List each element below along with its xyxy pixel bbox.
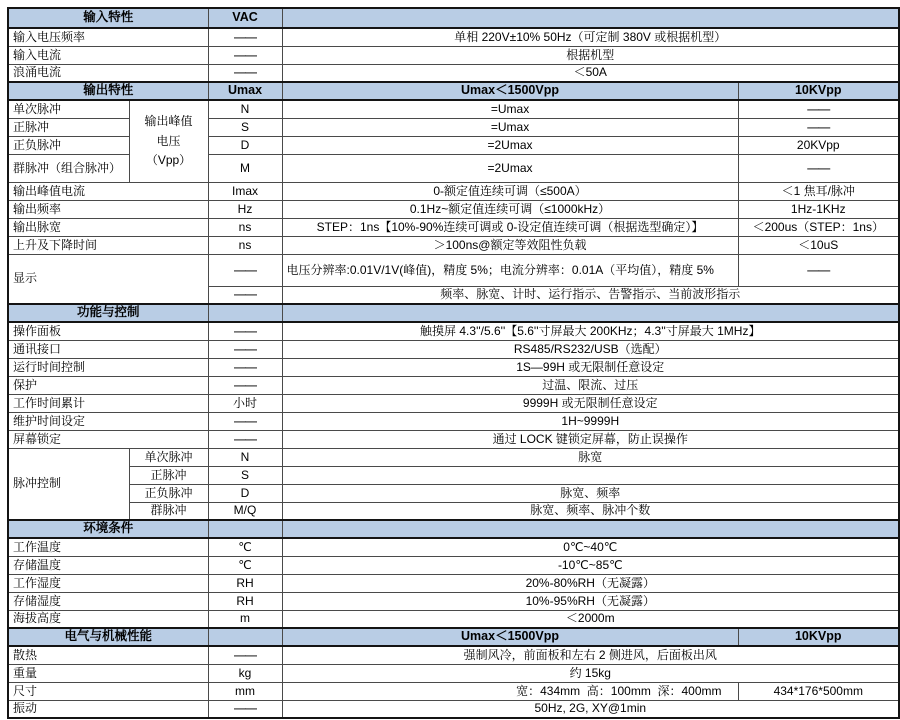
spec-label: 上升及下降时间	[8, 236, 208, 254]
spec-unit: m	[208, 610, 282, 628]
spec-label: 重量	[8, 664, 208, 682]
spec-unit: ns	[208, 218, 282, 236]
table-row	[8, 412, 899, 430]
spec-value: ＜50A	[282, 64, 899, 82]
table-row	[8, 340, 899, 358]
spec-value: 约 15kg	[282, 664, 899, 682]
spec-label: 输出脉宽	[8, 218, 208, 236]
spec-label: 单次脉冲	[8, 100, 129, 118]
table-row	[8, 592, 899, 610]
spec-value: -10℃~85℃	[282, 556, 899, 574]
spec-label: 工作温度	[8, 538, 208, 556]
table-row	[8, 682, 899, 700]
section-header-spacer	[282, 8, 899, 28]
spec-value: 触摸屏 4.3''/5.6''【5.6''寸屏最大 200KHz；4.3''寸屏最大 1MHz】	[282, 322, 899, 340]
peak-voltage-line: 电压	[156, 133, 181, 148]
spec-unit: S	[208, 466, 282, 484]
spec-value-10kv: ——	[738, 100, 899, 118]
table-row	[8, 466, 899, 484]
spec-value: 电压分辨率:0.01V/1V(峰值)，精度 5%；电流分辨率：0.01A（平均值），精度 5%	[282, 254, 738, 286]
spec-unit: kg	[208, 664, 282, 682]
spec-label: 输入电流	[8, 46, 208, 64]
spec-value: 通过 LOCK 键锁定屏幕，防止误操作	[282, 430, 899, 448]
spec-label-pulse-control: 脉冲控制	[8, 448, 129, 520]
spec-value: 强制风冷，前面板和左右 2 侧进风，后面板出风	[282, 646, 899, 664]
spec-sublabel: 群脉冲	[129, 502, 208, 520]
peak-voltage-line: 输出峰值	[144, 114, 193, 129]
table-row	[8, 182, 899, 200]
spec-unit: ——	[208, 430, 282, 448]
spec-label: 维护时间设定	[8, 412, 208, 430]
spec-label: 通讯接口	[8, 340, 208, 358]
unit-column-header: VAC	[208, 8, 282, 28]
spec-unit: M	[208, 154, 282, 182]
spec-label-display: 显示	[8, 254, 208, 304]
spec-label: 输出频率	[8, 200, 208, 218]
table-row	[8, 236, 899, 254]
spec-unit: RH	[208, 574, 282, 592]
column-header-10kvpp: 10KVpp	[738, 628, 899, 646]
spec-value: 脉宽、频率	[282, 484, 899, 502]
spec-value-10kv: ——	[738, 254, 899, 286]
spec-value-10kv: ＜10uS	[738, 236, 899, 254]
peak-voltage-line: （Vpp）	[145, 152, 192, 167]
table-row	[8, 448, 899, 466]
table-row	[8, 538, 899, 556]
section-header-row-environment	[8, 520, 899, 538]
section-header-spacer	[208, 304, 282, 322]
section-header-row-mechanical	[8, 628, 899, 646]
spec-unit: ——	[208, 340, 282, 358]
spec-value: 1S—99H 或无限制任意设定	[282, 358, 899, 376]
spec-unit: ℃	[208, 556, 282, 574]
spec-value: 0-额定值连续可调（≤500A）	[282, 182, 738, 200]
table-row	[8, 394, 899, 412]
section-title-control: 功能与控制	[8, 304, 208, 322]
spec-value-10kv: 434*176*500mm	[738, 682, 899, 700]
column-header-1500vpp: Umax＜1500Vpp	[282, 628, 738, 646]
spec-value: 1H~9999H	[282, 412, 899, 430]
table-row	[8, 200, 899, 218]
spec-value: =Umax	[282, 100, 738, 118]
table-row	[8, 556, 899, 574]
spec-sublabel: 正脉冲	[129, 466, 208, 484]
spec-value-10kv: ＜1 焦耳/脉冲	[738, 182, 899, 200]
spec-label: 存储湿度	[8, 592, 208, 610]
spec-value: 宽：434mm 高：100mm 深：400mm	[282, 682, 738, 700]
spec-unit: N	[208, 100, 282, 118]
spec-value-10kv: ＜200us（STEP：1ns）	[738, 218, 899, 236]
table-row	[8, 502, 899, 520]
spec-label: 尺寸	[8, 682, 208, 700]
section-title-input: 输入特性	[8, 8, 208, 28]
spec-unit: N	[208, 448, 282, 466]
spec-value: =Umax	[282, 118, 738, 136]
spec-unit: M/Q	[208, 502, 282, 520]
spec-unit: ——	[208, 646, 282, 664]
spec-label: 群脉冲（组合脉冲）	[8, 154, 129, 182]
table-row	[8, 28, 899, 46]
spec-label: 散热	[8, 646, 208, 664]
section-header-spacer	[282, 520, 899, 538]
table-row	[8, 64, 899, 82]
section-header-spacer	[208, 520, 282, 538]
spec-value: 频率、脉宽、计时、运行指示、告警指示、当前波形指示	[282, 286, 899, 304]
section-title-output: 输出特性	[8, 82, 208, 100]
spec-unit: D	[208, 136, 282, 154]
column-header-1500vpp: Umax＜1500Vpp	[282, 82, 738, 100]
spec-value: 9999H 或无限制任意设定	[282, 394, 899, 412]
spec-value: 脉宽、频率、脉冲个数	[282, 502, 899, 520]
table-row	[8, 376, 899, 394]
spec-unit: 小时	[208, 394, 282, 412]
spec-unit: ——	[208, 286, 282, 304]
spec-label: 海拔高度	[8, 610, 208, 628]
spec-unit: ——	[208, 322, 282, 340]
spec-value: 10%-95%RH（无凝露）	[282, 592, 899, 610]
unit-column-header: Umax	[208, 82, 282, 100]
section-header-spacer	[208, 628, 282, 646]
spec-label: 保护	[8, 376, 208, 394]
spec-unit: ——	[208, 358, 282, 376]
table-row	[8, 430, 899, 448]
table-row	[8, 254, 899, 286]
spec-unit: ℃	[208, 538, 282, 556]
column-header-10kvpp: 10KVpp	[738, 82, 899, 100]
spec-unit: ——	[208, 254, 282, 286]
spec-value: 过温、限流、过压	[282, 376, 899, 394]
spec-value: 0.1Hz~额定值连续可调（≤1000kHz）	[282, 200, 738, 218]
section-title-environment: 环境条件	[8, 520, 208, 538]
spec-unit: ——	[208, 700, 282, 718]
spec-value: 20%-80%RH（无凝露）	[282, 574, 899, 592]
spec-value-10kv: 1Hz-1KHz	[738, 200, 899, 218]
table-row	[8, 574, 899, 592]
spec-value: 根据机型	[282, 46, 899, 64]
table-row	[8, 484, 899, 502]
spec-label: 浪涌电流	[8, 64, 208, 82]
spec-label: 正脉冲	[8, 118, 129, 136]
spec-label: 工作时间累计	[8, 394, 208, 412]
spec-unit: ——	[208, 28, 282, 46]
spec-value: STEP：1ns【10%-90%连续可调或 0-设定值连续可调（根据选型确定）】	[282, 218, 738, 236]
spec-unit: RH	[208, 592, 282, 610]
spec-value: =2Umax	[282, 136, 738, 154]
spec-value: ＞100ns@额定等效阻性负载	[282, 236, 738, 254]
spec-sublabel: 正负脉冲	[129, 484, 208, 502]
table-row	[8, 322, 899, 340]
section-header-row-control	[8, 304, 899, 322]
table-row	[8, 664, 899, 682]
spec-value	[282, 466, 899, 484]
spec-unit: Imax	[208, 182, 282, 200]
table-row	[8, 610, 899, 628]
spec-value: ＜2000m	[282, 610, 899, 628]
spec-value-10kv: ——	[738, 154, 899, 182]
spec-label: 正负脉冲	[8, 136, 129, 154]
spec-value: 脉宽	[282, 448, 899, 466]
spec-value-10kv: 20KVpp	[738, 136, 899, 154]
spec-value: 50Hz, 2G, XY@1min	[282, 700, 899, 718]
spec-value: =2Umax	[282, 154, 738, 182]
spec-label: 输出峰值电流	[8, 182, 208, 200]
spec-label: 操作面板	[8, 322, 208, 340]
spec-unit: ——	[208, 376, 282, 394]
section-header-spacer	[282, 304, 899, 322]
table-row	[8, 358, 899, 376]
spec-label: 运行时间控制	[8, 358, 208, 376]
spec-label: 工作湿度	[8, 574, 208, 592]
spec-unit: ——	[208, 412, 282, 430]
spec-label: 屏幕锁定	[8, 430, 208, 448]
peak-voltage-merged-cell	[129, 100, 208, 182]
spec-unit: D	[208, 484, 282, 502]
spec-unit: mm	[208, 682, 282, 700]
section-title-mechanical: 电气与机械性能	[8, 628, 208, 646]
spec-value: 单相 220V±10% 50Hz（可定制 380V 或根据机型）	[282, 28, 899, 46]
spec-unit: Hz	[208, 200, 282, 218]
spec-label: 存储温度	[8, 556, 208, 574]
spec-unit: S	[208, 118, 282, 136]
spec-sublabel: 单次脉冲	[129, 448, 208, 466]
spec-value: RS485/RS232/USB（选配）	[282, 340, 899, 358]
spec-value: 0℃~40℃	[282, 538, 899, 556]
table-row	[8, 646, 899, 664]
table-row	[8, 100, 899, 118]
table-row	[8, 46, 899, 64]
spec-unit: ns	[208, 236, 282, 254]
spec-label: 输入电压频率	[8, 28, 208, 46]
spec-unit: ——	[208, 64, 282, 82]
table-row	[8, 218, 899, 236]
spec-table	[7, 7, 900, 719]
spec-label: 振动	[8, 700, 208, 718]
section-header-row-output	[8, 82, 899, 100]
section-header-row-input	[8, 8, 899, 28]
spec-value-10kv: ——	[738, 118, 899, 136]
table-row	[8, 700, 899, 718]
spec-unit: ——	[208, 46, 282, 64]
